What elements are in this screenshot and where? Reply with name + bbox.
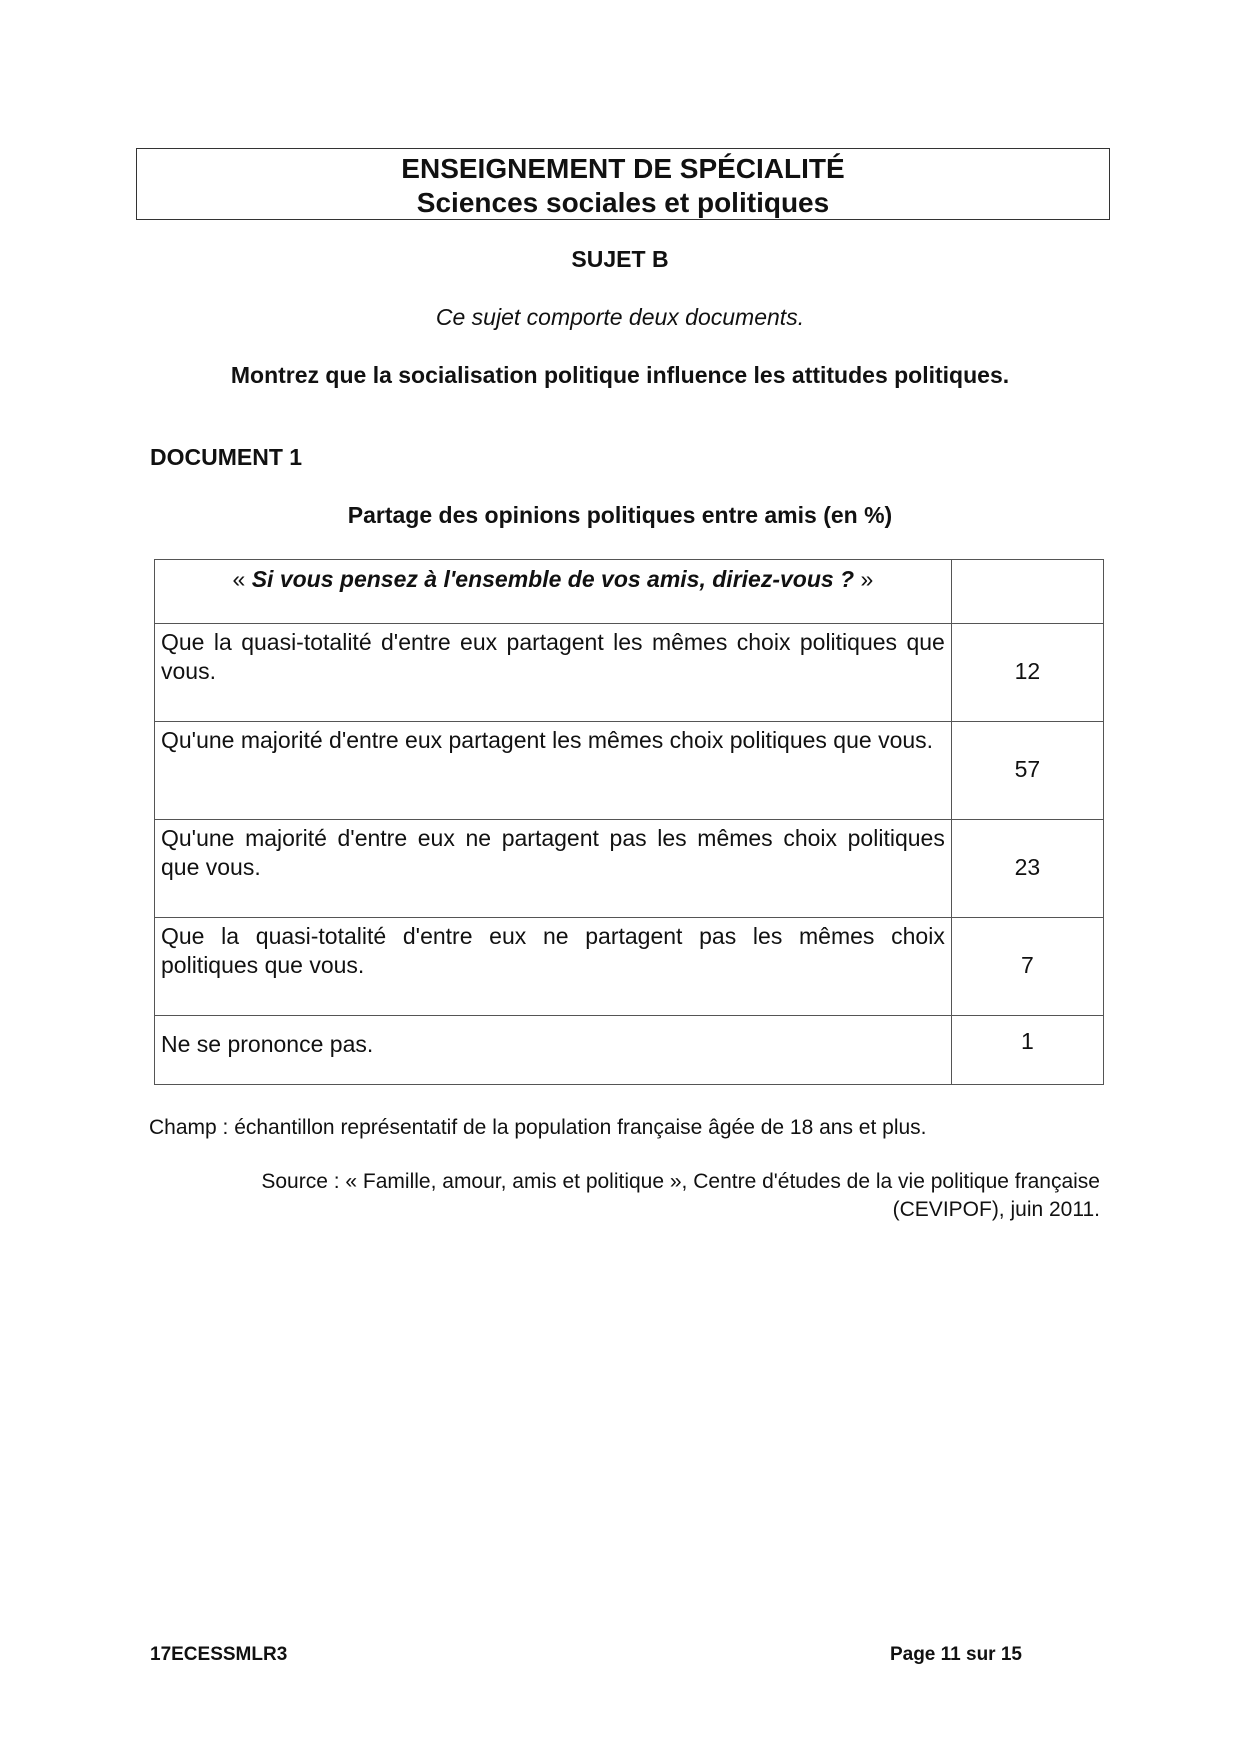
- document-label: DOCUMENT 1: [150, 444, 303, 470]
- page-number: Page 11 sur 15: [889, 1644, 1022, 1665]
- title-line-1: ENSEIGNEMENT DE SPÉCIALITÉ: [401, 153, 845, 184]
- field-note: Champ : échantillon représentatif de la population française âgée de 18 ans et plus.: [149, 1116, 927, 1139]
- row-value: 7: [951, 918, 1103, 1016]
- table-row: [155, 722, 1104, 820]
- row-value: 1: [951, 1016, 1103, 1085]
- row-label: Que la quasi-totalité d'entre eux ne partagent pas les mêmes choix politiques que vous.: [155, 918, 952, 1016]
- table-header-row: [155, 560, 1104, 624]
- subject-label: SUJET B: [571, 246, 669, 272]
- row-value: 12: [951, 624, 1103, 722]
- opinion-table: [154, 559, 1104, 1085]
- table-title: Partage des opinions politiques entre amis (en %): [347, 502, 893, 528]
- row-label: Qu'une majorité d'entre eux ne partagent pas les mêmes choix politiques que vous.: [155, 820, 952, 918]
- table-row: [155, 624, 1104, 722]
- row-value: 57: [951, 722, 1103, 820]
- subject-note: Ce sujet comporte deux documents.: [435, 304, 805, 330]
- exam-question: Montrez que la socialisation politique influence les attitudes politiques.: [230, 362, 1010, 388]
- source-line-1: Source : « Famille, amour, amis et politique », Centre d'études de la vie politique française: [261, 1170, 1100, 1193]
- exam-code: 17ECESSMLR3: [150, 1644, 288, 1665]
- row-label: Ne se prononce pas.: [155, 1016, 952, 1085]
- source-line-2: (CEVIPOF), juin 2011.: [892, 1198, 1100, 1221]
- title-box: [136, 148, 1110, 220]
- close-quote: »: [854, 566, 874, 592]
- table-row: [155, 918, 1104, 1016]
- row-label: Qu'une majorité d'entre eux partagent les mêmes choix politiques que vous.: [155, 722, 952, 820]
- table-row: [155, 1016, 1104, 1085]
- source-citation: [100, 1168, 1100, 1224]
- open-quote: «: [232, 566, 252, 592]
- row-label: Que la quasi-totalité d'entre eux partagent les mêmes choix politiques que vous.: [155, 624, 952, 722]
- table-header-value: [951, 560, 1103, 624]
- table-row: [155, 820, 1104, 918]
- header-question-text: Si vous pensez à l'ensemble de vos amis, diriez-vous ?: [251, 566, 855, 592]
- row-value: 23: [951, 820, 1103, 918]
- title-line-2: Sciences sociales et politiques: [416, 187, 830, 218]
- table-header-question: [155, 560, 952, 624]
